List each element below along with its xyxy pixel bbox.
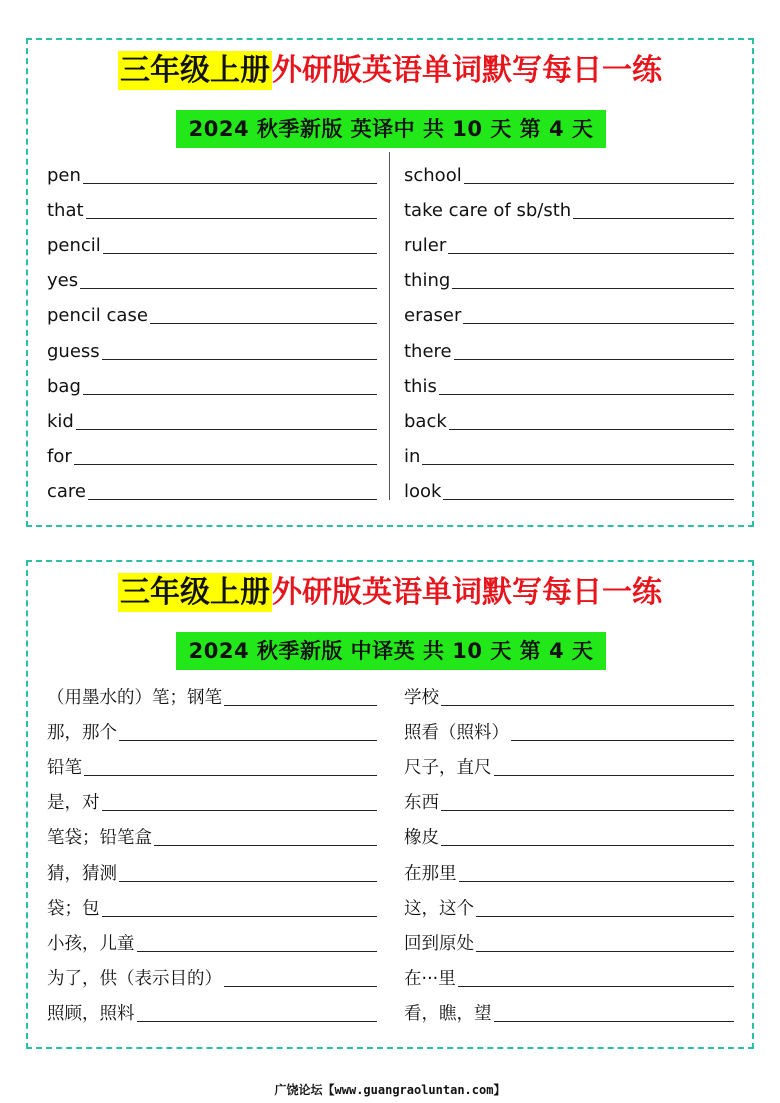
word-prompt: school [404, 165, 462, 187]
word-row [47, 469, 377, 504]
word-row [404, 745, 734, 780]
answer-line[interactable] [74, 463, 377, 465]
word-row [404, 956, 734, 991]
title-highlight: 三年级上册 [120, 53, 270, 88]
word-prompt: back [404, 410, 447, 432]
word-prompt: guess [47, 340, 100, 362]
word-row [404, 780, 734, 815]
answer-line[interactable] [137, 950, 378, 952]
answer-line[interactable] [439, 393, 734, 395]
word-row [47, 675, 377, 710]
answer-line[interactable] [573, 217, 734, 219]
footer-source: 广饶论坛【www.guangraoluntan.com】 [274, 1083, 506, 1097]
worksheet-subtitle: 2024 秋季新版 中译英 共 10 天 第 4 天 [176, 632, 606, 670]
column-divider [389, 152, 390, 500]
word-prompt: 照顾，照料 [47, 1003, 135, 1024]
answer-line[interactable] [476, 915, 734, 917]
word-row [47, 364, 377, 399]
answer-line[interactable] [102, 358, 377, 360]
answer-line[interactable] [494, 774, 735, 776]
word-row [404, 850, 734, 885]
answer-line[interactable] [154, 844, 377, 846]
word-row [404, 293, 734, 328]
answer-line[interactable] [443, 498, 734, 500]
word-row [47, 921, 377, 956]
word-prompt: 橡皮 [404, 828, 439, 849]
word-prompt: 那，那个 [47, 723, 117, 744]
answer-line[interactable] [464, 182, 734, 184]
answer-line[interactable] [449, 428, 734, 430]
word-prompt: there [404, 340, 452, 362]
answer-line[interactable] [452, 287, 734, 289]
word-prompt: bag [47, 375, 81, 397]
worksheet-title [28, 46, 752, 96]
word-row [404, 223, 734, 258]
answer-line[interactable] [103, 252, 377, 254]
word-prompt: kid [47, 410, 74, 432]
word-row [404, 921, 734, 956]
word-prompt: pen [47, 165, 81, 187]
word-prompt: 是，对 [47, 793, 100, 814]
word-row [47, 815, 377, 850]
right-word-column [404, 153, 734, 504]
answer-line[interactable] [86, 217, 377, 219]
word-row [47, 153, 377, 188]
worksheet-card-english-to-chinese [26, 38, 754, 527]
answer-line[interactable] [119, 880, 377, 882]
answer-line[interactable] [119, 739, 377, 741]
word-row [47, 434, 377, 469]
answer-line[interactable] [83, 182, 377, 184]
word-prompt: care [47, 480, 87, 502]
left-word-column [47, 675, 377, 1026]
word-prompt: 照看（照料） [404, 723, 509, 744]
word-prompt: ruler [404, 235, 447, 257]
answer-line[interactable] [441, 704, 734, 706]
word-prompt: pencil case [47, 305, 148, 327]
word-prompt: 东西 [404, 793, 439, 814]
answer-line[interactable] [463, 322, 734, 324]
answer-line[interactable] [454, 358, 734, 360]
word-prompt: （用墨水的）笔；钢笔 [47, 688, 222, 709]
answer-line[interactable] [476, 950, 734, 952]
word-prompt: for [47, 445, 72, 467]
word-row [404, 434, 734, 469]
word-row [404, 258, 734, 293]
word-row [404, 469, 734, 504]
answer-line[interactable] [441, 844, 734, 846]
title-highlight: 三年级上册 [120, 575, 270, 610]
word-row [404, 675, 734, 710]
answer-line[interactable] [458, 985, 734, 987]
answer-line[interactable] [224, 985, 377, 987]
answer-line[interactable] [76, 428, 377, 430]
right-word-column [404, 675, 734, 1026]
word-row [404, 328, 734, 363]
answer-line[interactable] [102, 809, 378, 811]
answer-line[interactable] [441, 809, 734, 811]
answer-line[interactable] [422, 463, 734, 465]
word-prompt: 铅笔 [47, 758, 82, 779]
word-row [47, 710, 377, 745]
answer-line[interactable] [88, 498, 377, 500]
word-row [47, 991, 377, 1026]
word-row [404, 815, 734, 850]
word-row [47, 188, 377, 223]
title-rest: 外研版英语单词默写每日一练 [272, 575, 662, 610]
left-word-column [47, 153, 377, 504]
word-row [404, 364, 734, 399]
word-prompt: 在···里 [404, 968, 456, 989]
worksheet-card-chinese-to-english [26, 560, 754, 1049]
word-row [47, 399, 377, 434]
word-row [47, 850, 377, 885]
word-row [47, 328, 377, 363]
word-row [47, 745, 377, 780]
word-row [404, 886, 734, 921]
answer-line[interactable] [511, 739, 734, 741]
word-row [47, 780, 377, 815]
worksheet-subtitle: 2024 秋季新版 英译中 共 10 天 第 4 天 [176, 110, 606, 148]
word-prompt: that [47, 200, 84, 222]
word-prompt: 回到原处 [404, 933, 474, 954]
word-row [47, 223, 377, 258]
word-prompt: take care of sb/sth [404, 200, 572, 222]
word-row [404, 188, 734, 223]
word-prompt: thing [404, 270, 451, 292]
answer-line[interactable] [137, 1020, 378, 1022]
title-rest: 外研版英语单词默写每日一练 [272, 53, 662, 88]
word-prompt: 为了，供（表示目的） [47, 968, 222, 989]
answer-line[interactable] [448, 252, 734, 254]
word-row [404, 991, 734, 1026]
answer-line[interactable] [150, 322, 377, 324]
word-row [47, 886, 377, 921]
word-prompt: this [404, 375, 437, 397]
word-row [47, 293, 377, 328]
word-prompt: 笔袋；铅笔盒 [47, 828, 152, 849]
word-prompt: 猜，猜测 [47, 863, 117, 884]
worksheet-title [28, 568, 752, 618]
word-prompt: 学校 [404, 688, 439, 709]
word-prompt: eraser [404, 305, 462, 327]
word-prompt: in [404, 445, 421, 467]
answer-line[interactable] [80, 287, 377, 289]
answer-line[interactable] [224, 704, 377, 706]
word-prompt: 看，瞧，望 [404, 1003, 492, 1024]
word-prompt: yes [47, 270, 79, 292]
word-prompt: 小孩，儿童 [47, 933, 135, 954]
word-row [404, 153, 734, 188]
word-prompt: 尺子，直尺 [404, 758, 492, 779]
word-row [404, 710, 734, 745]
answer-line[interactable] [83, 393, 377, 395]
word-prompt: 袋；包 [47, 898, 100, 919]
word-prompt: pencil [47, 235, 101, 257]
answer-line[interactable] [102, 915, 378, 917]
answer-line[interactable] [459, 880, 735, 882]
word-row [404, 399, 734, 434]
answer-line[interactable] [494, 1020, 735, 1022]
word-prompt: 这，这个 [404, 898, 474, 919]
word-prompt: 在那里 [404, 863, 457, 884]
word-row [47, 956, 377, 991]
word-prompt: look [404, 480, 442, 502]
word-row [47, 258, 377, 293]
answer-line[interactable] [84, 774, 377, 776]
